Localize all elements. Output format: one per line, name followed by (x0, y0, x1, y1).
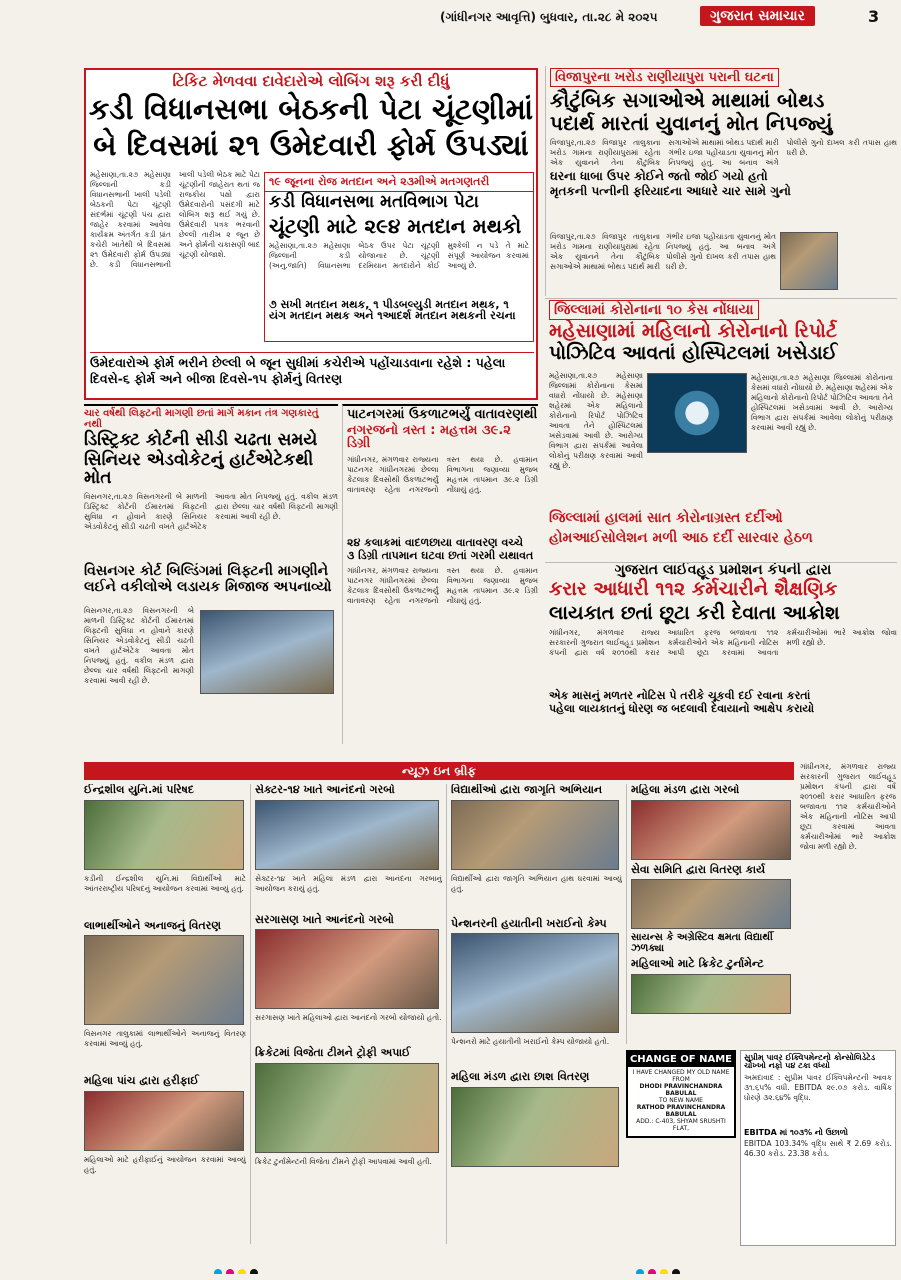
brief-photo (631, 800, 791, 860)
brief-photo (84, 1091, 244, 1151)
dateline: (ગાંધીનગર આવૃત્તિ) બુધવાર, તા.૨૮ મે ૨૦૨૫ (440, 10, 658, 24)
brief-photo (451, 933, 619, 1033)
registration-dot (214, 1269, 222, 1274)
headline-line-2: બે દિવસમાં ૨૧ ઉમેદવારી ફોર્મ ઉપડ્યાં (93, 128, 529, 163)
subhead-2: ૩ ડિગ્રી તાપમાન ઘટવા છતાં ગરમી યથાવત (347, 549, 534, 563)
subhead-2: લઈને વકીલોએ લડાયક મિજાજ અપનાવ્યો (84, 579, 332, 596)
story-inset-box (264, 172, 534, 342)
masthead-brand[interactable]: ગુજરાત સમાચાર (700, 6, 815, 26)
brief-body: વિસનગર તાલુકામાં લાભાર્થીઓને અનાજનું વિતરણ કરવામાં આવ્યું હતું. (84, 1029, 246, 1049)
brief-title: મહિલા પાંચ દ્વારા હરીફાઈ (84, 1074, 199, 1088)
brief-title: મહિલા મંડળ દ્વારા છાશ વિતરણ (451, 1070, 590, 1084)
story-kicker: ગુજરાત લાઈવહૂડ પ્રમોશન કંપની દ્વારા (614, 562, 832, 578)
subhead-1: ઘરના ધાબા ઉપર કોઈને જતો જોઈ ગયો હતો (550, 169, 768, 183)
brief-title: ઈન્દ્રશીલ યુનિ.માં પરિષદ (84, 784, 195, 796)
story-body: વિજાપુર,તા.૨૭ વિજાપુર તાલુકાના ખરોડ ગામના રાણીયાપુરામાં રહેતા એક યુવાનને તેના કૌટુંબિક સગાઓએ માથામાં બોથડ પદાર્થ મારી ગંભીર ઇજા પહોંચાડતા યુવાનનું મોત નિપજ્યું હતું. આ બનાવ અંગે પોલીસે ગુનો દાખલ કરી તપાસ હાથ ધરી છે. (550, 138, 897, 167)
brief-title: સેક્ટર-૧૪ ખાતે આનંદનો ગરબો (255, 784, 395, 796)
story-kicker: જિલ્લામાં કોરોનાના ૧૦ કેસ નોંધાયા (549, 300, 759, 320)
biz-body: અમદાવાદ : સુપ્રીમ પાવર ઈક્વિપમેન્ટની આવક ૩૧.૬૫% વધી. EBITDA ૨૯.૦૭ કરોડ. વાર્ષિક ધોરણે ૩૨.૬૪% વૃદ્ધિ. (744, 1072, 892, 1102)
brief-title: વિદ્યાર્થીઓ દ્વારા જાગૃતિ અભિયાન (451, 784, 603, 796)
brief-title: પેન્શનરની હયાતીની ખરાઈનો કેમ્પ (451, 916, 607, 930)
victim-photo (780, 232, 838, 290)
story-body-continued: મહેસાણા,તા.૨૭ મહેસાણા જિલ્લામાં કોરોનાના કેસમાં વધારો નોંધાયો છે. મહેસાણા શહેરમાં એક મહિલાનો કોરોનાનો રિપોર્ટ પોઝિટિવ આવતા તેને હોસ્પિટલમાં ખસેડવામાં આવી છે. આરોગ્ય વિભાગ દ્વારા સંપર્કમાં આવેલા લોકોનું પરીક્ષણ કરવામાં આવી રહ્યું છે. (751, 373, 893, 432)
registration-dot (648, 1269, 656, 1274)
brief-title: સરગાસણ ખાતે આનંદનો ગરબો (255, 912, 394, 926)
ad-line: DHODI PRAVINCHANDRA BABULAL (639, 1083, 723, 1097)
headline-line-1: કડી વિધાનસભા બેઠકની પેટા ચૂંટણીમાં (88, 92, 534, 126)
subhead-1: જિલ્લામાં હાલમાં સાત કોરોનાગ્રસ્ત દર્દીઓ (549, 510, 783, 526)
story-body-continued: વિજાપુર,તા.૨૭ વિજાપુર તાલુકાના ખરોડ ગામના રાણીયાપુરામાં રહેતા એક યુવાનને તેના કૌટુંબિક સગાઓએ માથામાં બોથડ પદાર્થ મારી ગંભીર ઇજા પહોંચાડતા યુવાનનું મોત નિપજ્યું હતું. આ બનાવ અંગે પોલીસે ગુનો દાખલ કરી તપાસ હાથ ધરી છે. (550, 232, 776, 271)
headline-line-2: સિનિયર એડવોકેટનું હાર્ટએટેકથી મોત (84, 449, 314, 488)
registration-dot (226, 1269, 234, 1274)
brief-title: સાયન્સ કે અગ્રેસ્ટિવ ક્ષમતા વિદ્યાર્થી ઝળક્યા (631, 932, 773, 954)
inset-subhead: ૭ સખી મતદાન મથક, ૧ પીડબલ્યુડી મતદાન મથક, ૧ યંગ મતદાન મથક અને ૧આદર્શ મતદાન મથકની રચના (269, 297, 516, 323)
headline-line-2: પદાર્થ મારતાં યુવાનનું મોત નિપજ્યું (550, 111, 833, 135)
story-body: ગાંધીનગર, મંગળવાર રાજ્યના પાટનગર ગાંધીનગરમાં છેલ્લા કેટલાક દિવસોથી ઉકળાટભર્યું વાતાવરણ રહેતા નગરજનો ત્રસ્ત થયા છે. હવામાન વિભાગના જણાવ્યા મુજબ મહત્તમ તાપમાન ૩૯.૨ ડિગ્રી નોંધાયું હતું. (347, 454, 538, 494)
story-kicker: ટિકિટ મેળવવા દાવેદારોએ લોબિંગ શરૂ કરી દીધું (172, 72, 450, 90)
brief-photo (84, 800, 244, 870)
registration-dot (636, 1269, 644, 1274)
story-kicker: ચાર વર્ષથી લિફ્ટની માગણી છતાં માર્ગ મકાન તંત્ર ગણકારતું નથી (84, 408, 319, 430)
brief-body: પેન્શનરો માટે હયાતીની ખરાઈનો કેમ્પ યોજાયો હતો. (451, 1037, 610, 1047)
registration-marks-right (636, 1262, 696, 1274)
story-kadi-byelection (84, 68, 538, 400)
story-kicker: વિજાપુરના ખરોડ રાણીયાપુરા પરાની ઘટના (550, 68, 779, 87)
subhead-2: પહેલા લાયકાતનું ધોરણ જ બદલાવી દેવાયાનો આક્ષેપ કરાયો (549, 702, 815, 716)
inset-body: મહેસાણા,તા.૨૭ મહેસાણા જિલ્લાની કડી (અનુ.જાતિ) વિધાનસભા બેઠક ઉપર પેટા ચૂંટણી યોજાનાર છે. ચૂંટણી દરમિયાન મતદારોને કોઈ મુશ્કેલી ન પડે તે માટે સંપૂર્ણ આયોજન કરવામાં આવ્યું છે. (269, 240, 529, 270)
business-column (740, 1050, 896, 1246)
virus-illustration (647, 373, 747, 453)
headline: નગરજનો ત્રસ્ત : મહત્તમ ૩૯.૨ ડિગ્રી (347, 422, 511, 452)
registration-dot (660, 1269, 668, 1274)
inset-kicker: ૧૯ જૂનના રોજ મતદાન અને ૨૩મીએ મતગણતરી (265, 173, 533, 192)
registration-marks-left (214, 1262, 274, 1274)
headline-line-1: કરાર આધારી ૧૧૨ કર્મચારીને શૈક્ષણિક (549, 577, 838, 600)
subhead-2: હોમઆઈસોલેશન મળી આઠ દર્દી સારવાર હેઠળ (549, 530, 813, 546)
inset-headline-1: કડી વિધાનસભા મતવિભાગ પેટા (269, 192, 479, 212)
registration-dot (672, 1269, 680, 1274)
brief-column-4 (626, 784, 794, 1044)
brief-title: મહિલાઓ માટે ક્રિકેટ ટુર્નામેન્ટ (631, 957, 764, 971)
brief-photo (631, 974, 791, 1014)
brief-photo (255, 929, 439, 1009)
story-body-continued: ગાંધીનગર, મંગળવાર રાજ્યના પાટનગર ગાંધીનગરમાં છેલ્લા કેટલાક દિવસોથી ઉકળાટભર્યું વાતાવરણ રહેતા નગરજનો ત્રસ્ત થયા છે. હવામાન વિભાગના જણાવ્યા મુજબ મહત્તમ તાપમાન ૩૯.૨ ડિગ્રી નોંધાયું હતું. (347, 566, 538, 606)
brief-photo (451, 800, 619, 870)
headline-line-2: પોઝિટિવ આવતાં હોસ્પિટલમાં ખસેડાઈ (549, 341, 838, 364)
lawyers-protest-photo (200, 610, 334, 694)
headline-line-1: મહેસાણામાં મહિલાનો કોરોનાનો રિપોર્ટ (549, 320, 837, 342)
brief-column-2 (250, 784, 442, 1244)
story-body: મહેસાણા,તા.૨૭ મહેસાણા જિલ્લાની કડી વિધાનસભાની ખાલી પડેલી બેઠકની પેટા ચૂંટણી સંદર્ભમાં ચૂંટણી પંચ દ્વારા જાહેર કરવામાં આવેલા કાર્યક્રમ અંતર્ગત કડી પ્રાંત કચેરી ખાતેથી બે દિવસમાં ૨૧ ઉમેદવારી ફોર્મ ઉપડ્યાં છે. કડી વિધાનસભાની ખાલી પડેલી બેઠક માટે પેટા ચૂંટણીની જાહેરાત થતાં જ રાજકીય પક્ષો દ્વારા ઉમેદવારોની પસંદગી માટે લોબિંગ શરૂ થઈ ગયું છે. ઉમેદવારી પત્રક ભરવાની છેલ્લી તારીખ ૨ જૂન છે અને ફોર્મની ચકાસણી બાદ ચૂંટણી યોજાશે. (90, 170, 260, 269)
brief-body: સેક્ટર-૧૪ ખાતે મહિલા મંડળ દ્વારા આનંદના ગરબાનું આયોજન કરાયું હતું. (255, 873, 442, 893)
brief-body: મહિલાઓ માટે હરીફાઈનું આયોજન કરવામાં આવ્યું હતું. (84, 1154, 246, 1174)
ad-line: RATHOD PRAVINCHANDRA BABULAL (636, 1104, 726, 1118)
story-vijapur-murder (545, 66, 897, 296)
story-corona (545, 298, 897, 560)
inset-headline-2: ચૂંટણી માટે ૨૯૪ મતદાન મથકો (269, 213, 522, 238)
biz-heading-2: EBITDA માં ૧૦૩% નો ઉછાળો (744, 1127, 849, 1137)
headline-line-2: લાયકાત છતાં છૂટા કરી દેવાતા આક્રોશ (549, 601, 840, 624)
brief-title: મહિલા મંડળ દ્વારા ગરબો (631, 784, 740, 796)
page-header (0, 0, 901, 62)
ad-line: ADD.: C-403, SHYAM SRUSHTI FLAT, (636, 1118, 726, 1132)
subhead-1: એક માસનું મળતર નોટિસ પે તરીકે ચૂકવી દઈ રવાના કરતાં (549, 688, 811, 702)
subhead-1: વિસનગર કોર્ટ બિલ્ડિંગમાં લિફ્ટની માગણીને (84, 562, 329, 579)
livelihood-continued: ગાંધીનગર, મંગળવાર રાજ્ય સરકારની ગુજરાત લાઈવહૂડ પ્રમોશન કંપની દ્વારા વર્ષ ૨૦૧૦થી કરાર આધારિત ફરજ બજાવતા ૧૧૨ કર્મચારીઓને એક મહિનાની નોટિસ આપી છૂટા કરવામાં આવતા કર્મચારીઓમાં ભારે આક્રોશ જોવા મળી રહ્યો છે. (800, 762, 896, 851)
brief-title: સેવા સમિતિ દ્વારા વિતરણ કાર્ય (631, 862, 766, 876)
brief-body: કડીની ઈન્દ્રશીલ યુનિ.માં વિદ્યાર્થીઓ માટે આંતરરાષ્ટ્રીય પરિષદનું આયોજન કરવામાં આવ્યું હતું. (84, 873, 246, 893)
ad-title: CHANGE OF NAME (629, 1054, 733, 1065)
brief-column-3 (446, 784, 622, 1244)
story-kicker: પાટનગરમાં ઉકળાટભર્યું વાતાવરણથી (347, 407, 538, 422)
story-heatwave (342, 404, 538, 744)
story-body: મહેસાણા,તા.૨૭ મહેસાણા જિલ્લામાં કોરોનાના કેસમાં વધારો નોંધાયો છે. મહેસાણા શહેરમાં એક મહિલાનો કોરોનાનો રિપોર્ટ પોઝિટિવ આવતા તેને હોસ્પિટલમાં ખસેડવામાં આવી છે. આરોગ્ય વિભાગ દ્વારા સંપર્કમાં આવેલા લોકોનું પરીક્ષણ કરવામાં આવી રહ્યું છે. (549, 371, 643, 470)
ad-line: TO NEW NAME (659, 1097, 703, 1104)
subhead-1: ૨૪ કલાકમાં વાદળછાયા વાતાવરણ વચ્ચે (347, 535, 523, 549)
headline-line-1: કૌટુંબિક સગાઓએ માથામાં બોથડ (550, 88, 825, 112)
brief-body: વિદ્યાર્થીઓ દ્વારા જાગૃતિ અભિયાન હાથ ધરવામાં આવ્યું હતું. (451, 873, 622, 893)
change-of-name-ad (626, 1050, 736, 1138)
brief-title: લાભાર્થીઓને અનાજનું વિતરણ (84, 918, 221, 932)
brief-photo (451, 1087, 619, 1167)
headline-line-1: ડિસ્ટ્રિક્ટ કોર્ટની સીડી ચઢતા સમયે (84, 430, 318, 450)
brief-photo (631, 879, 791, 929)
brief-title: ક્રિકેટમાં વિજેતા ટીમને ટ્રોફી અપાઈ (255, 1046, 411, 1060)
subhead-2: મૃતકની પત્નીની ફરિયાદના આધારે ચાર સામે ગુનો (550, 183, 791, 198)
story-advocate-death (84, 404, 338, 744)
ad-line: I HAVE CHANGED MY OLD NAME FROM (632, 1069, 730, 1083)
biz-heading: સુપ્રીમ પાવર ઈક્વિપમેન્ટનો કોન્સોલિડેટેડ ચોખ્ખો નફો ૫૪ ટકા વધ્યો (744, 1053, 876, 1071)
page-number: 3 (868, 7, 880, 26)
brief-column-1 (84, 784, 246, 1244)
brief-photo (255, 1063, 439, 1153)
biz-body-2: EBITDA 103.34% વૃદ્ધિ સાથે ₹ 2.69 કરોડ. 46.30 કરોડ. 23.38 કરોડ. (744, 1139, 892, 1159)
brief-body: સરગાસણ ખાતે મહિલાઓ દ્વારા આનંદનો ગરબો યોજાયો હતો. (255, 1013, 442, 1023)
brief-body: ક્રિકેટ ટુર્નામેન્ટની વિજેતા ટીમને ટ્રોફી આપવામાં આવી હતી. (255, 1156, 432, 1166)
story-body: ગાંધીનગર, મંગળવાર રાજ્ય સરકારની ગુજરાત લાઈવહૂડ પ્રમોશન કંપની દ્વારા વર્ષ ૨૦૧૦થી કરાર આધારિત ફરજ બજાવતા ૧૧૨ કર્મચારીઓને એક મહિનાની નોટિસ આપી છૂટા કરવામાં આવતા કર્મચારીઓમાં ભારે આક્રોશ જોવા મળી રહ્યો છે. (549, 627, 897, 657)
news-in-brief-band: ન્યૂઝ ઇન બ્રીફ (84, 762, 794, 780)
registration-dot (250, 1269, 258, 1274)
brief-photo (84, 935, 244, 1025)
story-livelihood-staff (545, 562, 897, 758)
registration-dot (238, 1269, 246, 1274)
brief-photo (255, 800, 439, 870)
story-band: ઉમેદવારોએ ફોર્મ ભરીને છેલ્લી બે જૂન સુધીમાં કચેરીએ પહોંચાડવાના રહેશે : પહેલા દિવસે-૬ ફોર્મ અને બીજા દિવસે-૧૫ ફોર્મનું વિતરણ (90, 352, 534, 387)
story-body-continued: વિસનગર,તા.૨૭ વિસનગરની બે માળની ડિસ્ટ્રિક્ટ કોર્ટની ઈમારતમાં લિફ્ટની સુવિધા ન હોવાને કારણે સિનિયર એડવોકેટનું સીડી ચઢતી વખતે હાર્ટએટેક આવતા મોત નિપજ્યું હતું. વકીલ મંડળ દ્વારા છેલ્લા ચાર વર્ષથી લિફ્ટની માગણી કરવામાં આવી રહી છે. (84, 606, 194, 685)
story-body: વિસનગર,તા.૨૭ વિસનગરની બે માળની ડિસ્ટ્રિક્ટ કોર્ટની ઈમારતમાં લિફ્ટની સુવિધા ન હોવાને કારણે સિનિયર એડવોકેટનું સીડી ચઢતી વખતે હાર્ટએટેક આવતા મોત નિપજ્યું હતું. વકીલ મંડળ દ્વારા છેલ્લા ચાર વર્ષથી લિફ્ટની માગણી કરવામાં આવી રહી છે. (84, 491, 338, 531)
